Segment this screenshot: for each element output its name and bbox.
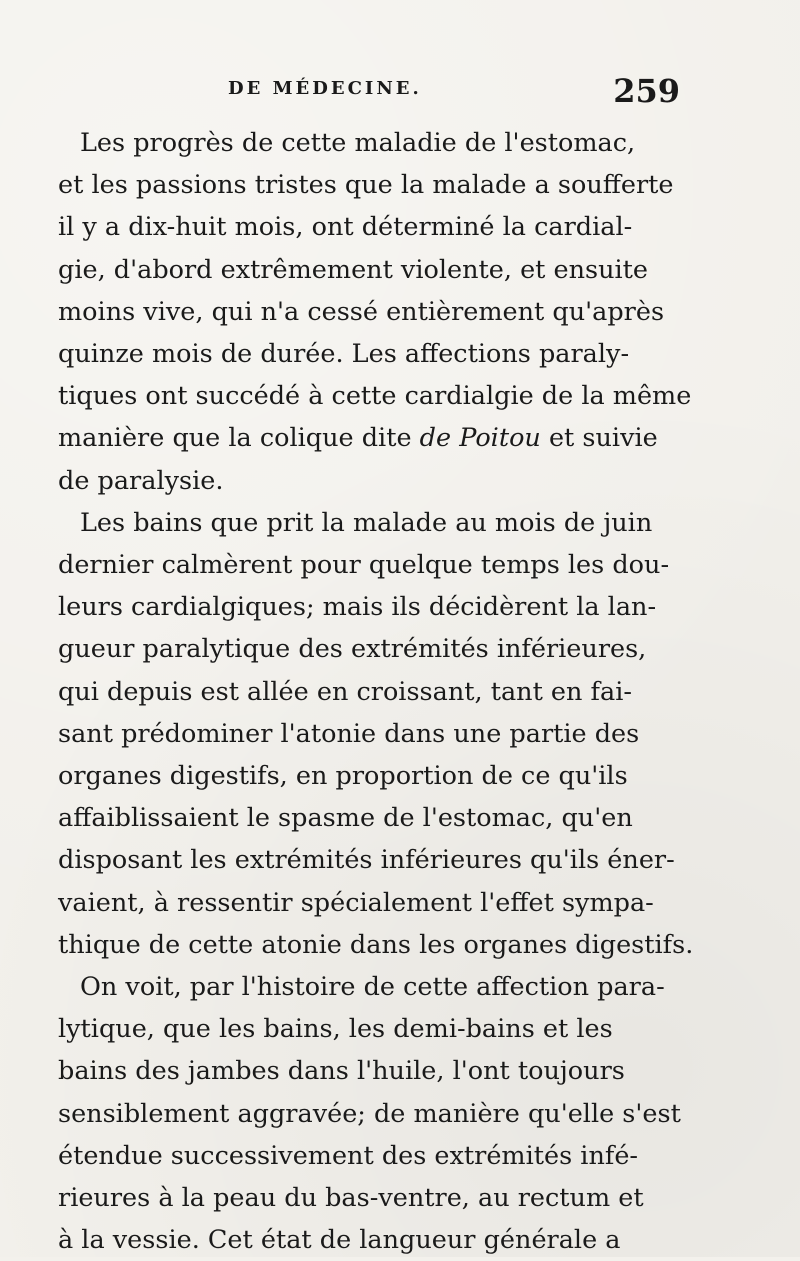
text-line: disposant les extrémités inférieures qu'ils éner- [58, 845, 675, 876]
text-line: et les passions tristes que la malade a soufferte [58, 170, 674, 201]
text-line: gueur paralytique des extrémités inférieures, [58, 634, 647, 665]
text-segment: manière que la colique dite [58, 423, 420, 454]
text-line: de paralysie. [58, 465, 224, 496]
text-line: thique de cette atonie dans les organes digestifs. [58, 929, 694, 960]
text-line: dernier calmèrent pour quelque temps les dou- [58, 550, 670, 581]
text-line: affaiblissaient le spasme de l'estomac, qu'en [58, 803, 633, 834]
text-line: tiques ont succédé à cette cardialgie de la même [58, 381, 692, 412]
text-line: Les progrès de cette maladie de l'estomac, [80, 128, 636, 158]
text-line: Les bains que prit la malade au mois de juin [80, 507, 653, 538]
text-line: rieures à la peau du bas-ventre, au rectum et [58, 1183, 644, 1214]
text-line: étendue successivement des extrémités infé- [58, 1140, 639, 1171]
text-line: lytique, que les bains, les demi-bains et les [58, 1014, 613, 1045]
text-line: On voit, par l'histoire de cette affection para- [80, 972, 665, 1003]
paragraph-1 [58, 122, 692, 502]
paragraph-3 [58, 966, 680, 1261]
text-line: gie, d'abord extrêmement violente, et ensuite [58, 254, 649, 285]
text-line: à la vessie. Cet état de langueur générale a [58, 1225, 621, 1256]
running-title: DE MÉDECINE. [228, 78, 422, 99]
text-line: moins vive, qui n'a cessé entièrement qu'après [58, 296, 665, 327]
page-number: 259 [613, 72, 680, 110]
text-line: sensiblement aggravée; de manière qu'elle s'est [58, 1098, 681, 1129]
text-line: vaient, à ressentir spécialement l'effet sympa- [58, 887, 654, 918]
italic-term: de Poitou [419, 423, 541, 454]
text-segment: et suivie [540, 423, 658, 454]
body-text [58, 122, 694, 1261]
page-header [58, 72, 680, 120]
text-line [58, 417, 680, 459]
text-line: bains des jambes dans l'huile, l'ont toujours [58, 1056, 625, 1087]
paragraph-2 [58, 502, 694, 966]
text-line: quinze mois de durée. Les affections paraly- [58, 339, 630, 370]
text-line: organes digestifs, en proportion de ce qu'ils [58, 761, 628, 792]
text-line: il y a dix-huit mois, ont déterminé la cardial- [58, 212, 633, 243]
text-line: qui depuis est allée en croissant, tant en fai- [58, 676, 632, 707]
text-line: sant prédominer l'atonie dans une partie des [58, 718, 640, 749]
text-line: leurs cardialgiques; mais ils décidèrent la lan- [58, 592, 657, 623]
